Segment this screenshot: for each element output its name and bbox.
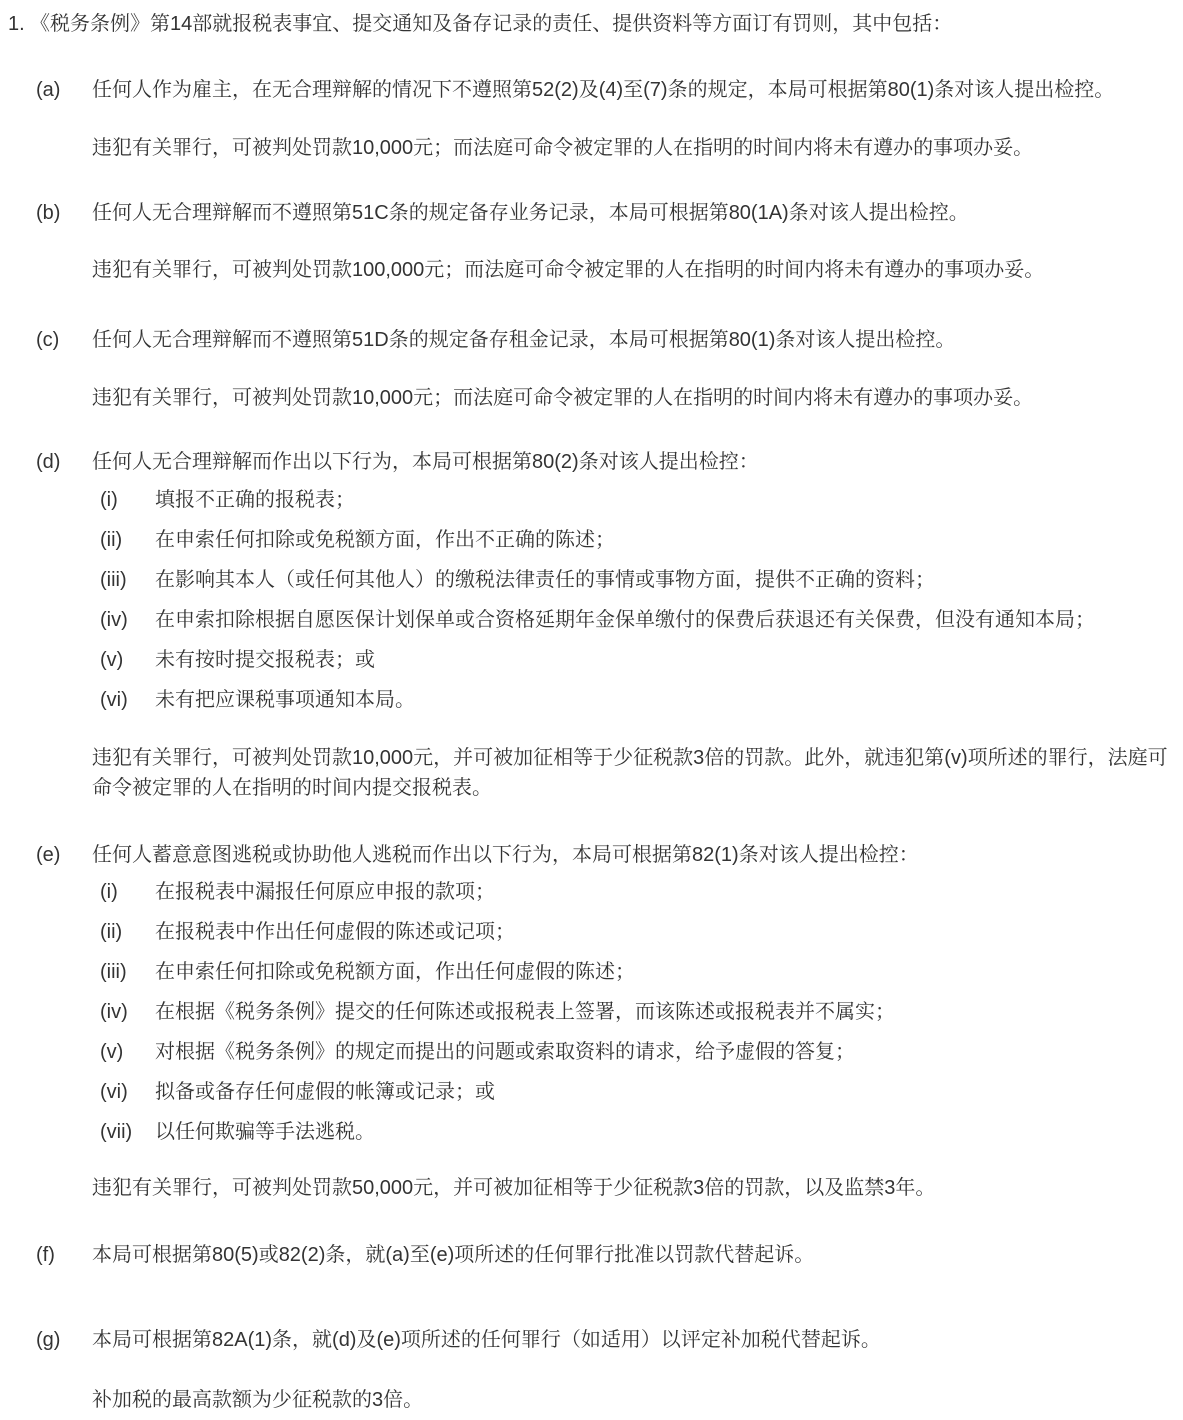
item-a-marker: (a) bbox=[36, 79, 61, 101]
item-d-sub-iii-marker: (iii) bbox=[100, 569, 127, 591]
item-e-sub-i-marker: (i) bbox=[100, 881, 118, 903]
item-c-content bbox=[92, 325, 1177, 413]
item-g bbox=[8, 1325, 1177, 1415]
item-d-sub-iv-text: 在申索扣除根据自愿医保计划保单或合资格延期年金保单缴付的保费后获退还有关保费，但没有通知本局； bbox=[155, 609, 1095, 631]
item-c-penalty: 违犯有关罪行，可被判处罚款10,000元；而法庭可命令被定罪的人在指明的时间内将未有遵办的事项办妥。 bbox=[92, 387, 1034, 409]
item-e-sub-iv-marker: (iv) bbox=[100, 1001, 128, 1023]
item-f-content bbox=[92, 1240, 1177, 1270]
item-d-sub-iv-marker: (iv) bbox=[100, 609, 128, 631]
item-e-sub-i-text: 在报税表中漏报任何原应申报的款项； bbox=[155, 881, 495, 903]
item-e-marker: (e) bbox=[36, 844, 61, 866]
item-b-content bbox=[92, 198, 1177, 285]
item-e-sub-vii bbox=[92, 1117, 1177, 1147]
intro-text: 《税务条例》第14部就报税表事宜、提交通知及备存记录的责任、提供资料等方面订有罚则，其中包括： bbox=[30, 13, 953, 35]
item-f-marker: (f) bbox=[36, 1244, 55, 1266]
item-d bbox=[8, 447, 1177, 803]
item-d-sub-vi-marker: (vi) bbox=[100, 689, 128, 711]
item-e-sub-ii-text: 在报税表中作出任何虚假的陈述或记项； bbox=[155, 921, 515, 943]
item-a-content bbox=[92, 75, 1177, 163]
item-e-sub-v-text: 对根据《税务条例》的规定而提出的问题或索取资料的请求，给予虚假的答复； bbox=[155, 1041, 855, 1063]
item-d-content bbox=[92, 447, 1177, 803]
item-d-sub-vi bbox=[92, 685, 1177, 715]
item-e-text: 任何人蓄意意图逃税或协助他人逃税而作出以下行为，本局可根据第82(1)条对该人提出检控： bbox=[92, 844, 919, 866]
item-a-penalty: 违犯有关罪行，可被判处罚款10,000元；而法庭可命令被定罪的人在指明的时间内将未有遵办的事项办妥。 bbox=[92, 137, 1034, 159]
item-d-sub-iv bbox=[92, 605, 1177, 635]
item-d-penalty: 违犯有关罪行，可被判处罚款10,000元，并可被加征相等于少征税款3倍的罚款。此外，就违犯第(v)项所述的罪行，法庭可命令被定罪的人在指明的时间内提交报税表。 bbox=[92, 747, 1168, 799]
item-b-penalty: 违犯有关罪行，可被判处罚款100,000元；而法庭可命令被定罪的人在指明的时间内将未有遵办的事项办妥。 bbox=[92, 259, 1045, 281]
item-d-sub-ii-text: 在申索任何扣除或免税额方面，作出不正确的陈述； bbox=[155, 529, 615, 551]
item-b-marker: (b) bbox=[36, 202, 61, 224]
document-page bbox=[0, 9, 1183, 1420]
item-b-text: 任何人无合理辩解而不遵照第51C条的规定备存业务记录，本局可根据第80(1A)条对该人提出检控。 bbox=[92, 202, 969, 224]
item-e-sub-vi-text: 拟备或备存任何虚假的帐簿或记录；或 bbox=[155, 1081, 495, 1103]
item-d-sub-v-marker: (v) bbox=[100, 649, 124, 671]
item-g-penalty: 补加税的最高款额为少征税款的3倍。 bbox=[92, 1389, 424, 1411]
item-b bbox=[8, 198, 1177, 285]
item-e-sub-ii-marker: (ii) bbox=[100, 921, 123, 943]
item-d-sub-i-marker: (i) bbox=[100, 489, 118, 511]
item-c-marker: (c) bbox=[36, 329, 60, 351]
item-e-penalty: 违犯有关罪行，可被判处罚款50,000元，并可被加征相等于少征税款3倍的罚款，以及监禁3年。 bbox=[92, 1177, 936, 1199]
item-d-sub-v bbox=[92, 645, 1177, 675]
item-d-sub-i bbox=[92, 485, 1177, 515]
document-body bbox=[8, 9, 1177, 1415]
item-g-marker: (g) bbox=[36, 1329, 61, 1351]
item-e-sub-vii-marker: (vii) bbox=[100, 1121, 133, 1143]
item-e-sub-vi bbox=[92, 1077, 1177, 1107]
item-a-text: 任何人作为雇主，在无合理辩解的情况下不遵照第52(2)及(4)至(7)条的规定，本局可根据第80(1)条对该人提出检控。 bbox=[92, 79, 1115, 101]
item-f bbox=[8, 1240, 1177, 1270]
item-e-sub-v bbox=[92, 1037, 1177, 1067]
item-d-sub-iii bbox=[92, 565, 1177, 595]
item-d-sub-i-text: 填报不正确的报税表； bbox=[155, 489, 355, 511]
item-e-sub-iii-text: 在申索任何扣除或免税额方面，作出任何虚假的陈述； bbox=[155, 961, 635, 983]
item-g-text: 本局可根据第82A(1)条，就(d)及(e)项所述的任何罪行（如适用）以评定补加税代替起诉。 bbox=[92, 1329, 881, 1351]
item-e-sub-vi-marker: (vi) bbox=[100, 1081, 128, 1103]
item-d-sub-ii bbox=[92, 525, 1177, 555]
item-a bbox=[8, 75, 1177, 163]
item-e-sub-iv bbox=[92, 997, 1177, 1027]
item-e-sub-vii-text: 以任何欺骗等手法逃税。 bbox=[155, 1121, 375, 1143]
item-d-sub-v-text: 未有按时提交报税表；或 bbox=[155, 649, 375, 671]
item-g-content bbox=[92, 1325, 1177, 1415]
item-d-sub-iii-text: 在影响其本人（或任何其他人）的缴税法律责任的事情或事物方面，提供不正确的资料； bbox=[155, 569, 935, 591]
item-e-sub-ii bbox=[92, 917, 1177, 947]
item-f-text: 本局可根据第80(5)或82(2)条，就(a)至(e)项所述的任何罪行批准以罚款代替起诉。 bbox=[92, 1244, 815, 1266]
item-d-marker: (d) bbox=[36, 451, 61, 473]
item-c-text: 任何人无合理辩解而不遵照第51D条的规定备存租金记录，本局可根据第80(1)条对该人提出检控。 bbox=[92, 329, 956, 351]
item-e-sub-iv-text: 在根据《税务条例》提交的任何陈述或报税表上签署，而该陈述或报税表并不属实； bbox=[155, 1001, 895, 1023]
item-e-sub-i bbox=[92, 877, 1177, 907]
item-d-sub-ii-marker: (ii) bbox=[100, 529, 123, 551]
item-e-sub-iii bbox=[92, 957, 1177, 987]
list-number: 1. bbox=[8, 13, 25, 35]
item-e-sub-iii-marker: (iii) bbox=[100, 961, 127, 983]
item-d-sub-vi-text: 未有把应课税事项通知本局。 bbox=[155, 689, 415, 711]
item-e-sub-v-marker: (v) bbox=[100, 1041, 124, 1063]
item-e bbox=[8, 840, 1177, 1203]
numbered-item-1 bbox=[8, 9, 1177, 39]
item-e-content bbox=[92, 840, 1177, 1203]
item-c bbox=[8, 325, 1177, 413]
item-d-text: 任何人无合理辩解而作出以下行为，本局可根据第80(2)条对该人提出检控： bbox=[92, 451, 759, 473]
